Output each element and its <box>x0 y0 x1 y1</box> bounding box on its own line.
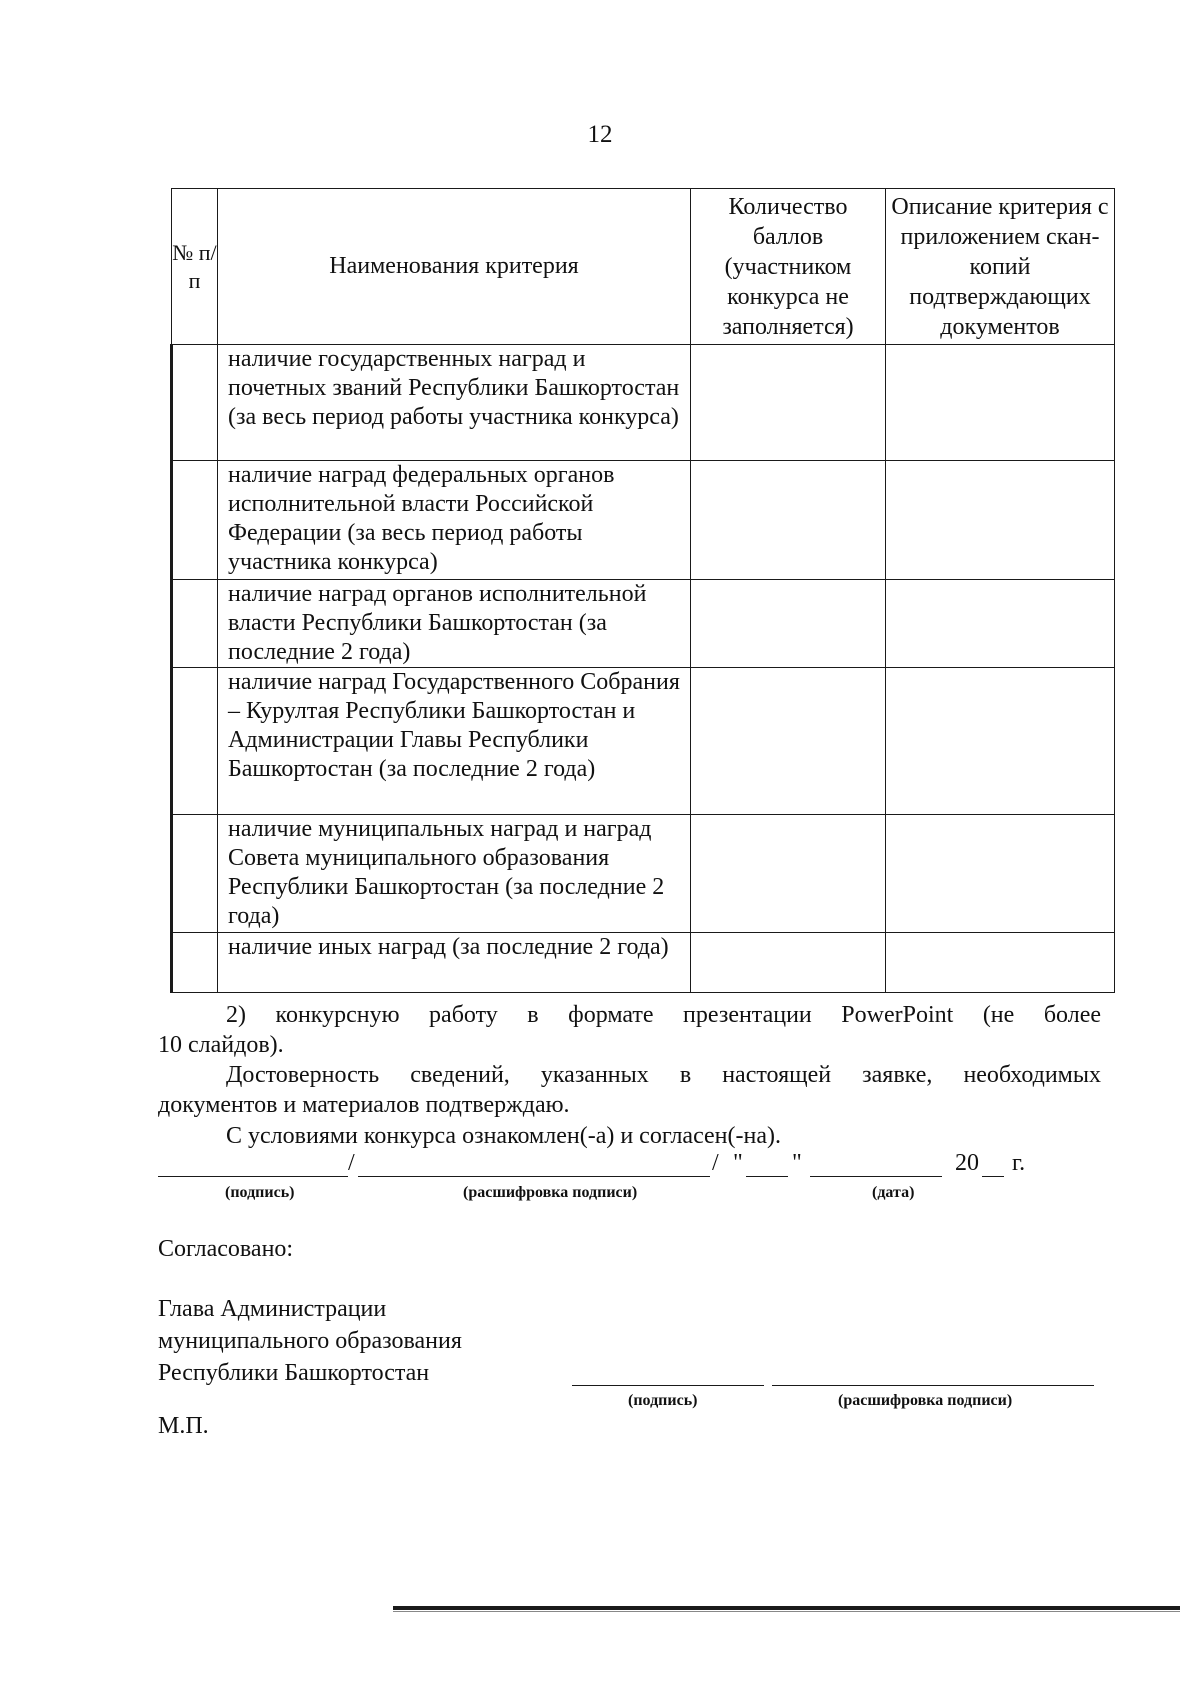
slash-separator: / <box>712 1150 719 1176</box>
row-description-cell[interactable] <box>886 815 1115 933</box>
row-points-cell[interactable] <box>691 668 886 815</box>
row-criterion-name: наличие муниципальных наград и наград Совета муниципального образования Республики Башкортостан (за последние 2 года) <box>218 815 691 933</box>
head-title-line-3: Республики Башкортостан <box>158 1360 430 1386</box>
row-number <box>172 580 218 668</box>
row-points-cell[interactable] <box>691 933 886 993</box>
table-row <box>172 580 1115 668</box>
table-row <box>172 815 1115 933</box>
row-description-cell[interactable] <box>886 461 1115 580</box>
bottom-rule <box>393 1606 1180 1610</box>
row-number <box>172 933 218 993</box>
row-criterion-name: наличие наград федеральных органов исполнительной власти Российской Федерации (за весь период работы участника конкурса) <box>218 461 691 580</box>
confirm-line-2: документов и материалов подтверждаю. <box>158 1092 570 1118</box>
head-title-line-2: муниципального образования <box>158 1328 462 1354</box>
agreed-label: Согласовано: <box>158 1236 294 1262</box>
table-row <box>172 461 1115 580</box>
table-row <box>172 345 1115 461</box>
header-number: № п/п <box>172 189 218 345</box>
head-signature-line[interactable] <box>572 1385 764 1386</box>
head-title-line-1: Глава Администрации <box>158 1296 387 1322</box>
page-number: 12 <box>587 121 613 148</box>
row-points-cell[interactable] <box>691 815 886 933</box>
table-row <box>172 668 1115 815</box>
day-line[interactable] <box>746 1176 788 1177</box>
row-number <box>172 815 218 933</box>
agree-line: С условиями конкурса ознакомлен(-а) и согласен(-на). <box>226 1123 781 1149</box>
row-description-cell[interactable] <box>886 668 1115 815</box>
row-criterion-name: наличие государственных наград и почетных званий Республики Башкортостан (за весь период работы участника конкурса) <box>218 345 691 461</box>
row-number <box>172 461 218 580</box>
confirm-line-1: Достоверность сведений, указанных в настоящей заявке, необходимых <box>226 1062 1101 1088</box>
header-criterion-name: Наименования критерия <box>218 189 691 345</box>
head-decoding-line[interactable] <box>772 1385 1094 1386</box>
table-header-row <box>172 189 1115 345</box>
caption-signature: (подпись) <box>225 1184 295 1201</box>
signature-line[interactable] <box>158 1176 348 1177</box>
table-row <box>172 933 1115 993</box>
quote-close: " <box>792 1150 802 1176</box>
row-criterion-name: наличие наград Государственного Собрания – Курултая Республики Башкортостан и Администрации Главы Республики Башкортостан (за последние 2 года) <box>218 668 691 815</box>
year-line[interactable] <box>982 1176 1004 1177</box>
slash-separator: / <box>348 1150 355 1176</box>
month-line[interactable] <box>810 1176 942 1177</box>
row-description-cell[interactable] <box>886 580 1115 668</box>
caption-date: (дата) <box>872 1184 915 1201</box>
item-2-line-2: 10 слайдов). <box>158 1032 284 1058</box>
year-prefix: 20 <box>955 1150 979 1176</box>
header-description: Описание критерия с приложением скан-копий подтверждающих документов <box>886 189 1115 345</box>
item-2-line-1: 2) конкурсную работу в формате презентации PowerPoint (не более <box>226 1002 1101 1028</box>
caption-head-signature: (подпись) <box>628 1392 698 1409</box>
row-points-cell[interactable] <box>691 461 886 580</box>
criteria-table <box>170 188 1115 993</box>
row-criterion-name: наличие наград органов исполнительной власти Республики Башкортостан (за последние 2 года) <box>218 580 691 668</box>
caption-head-decoding: (расшифровка подписи) <box>838 1392 1013 1409</box>
row-number <box>172 668 218 815</box>
signature-decoding-line[interactable] <box>358 1176 710 1177</box>
row-description-cell[interactable] <box>886 933 1115 993</box>
row-points-cell[interactable] <box>691 345 886 461</box>
header-points: Количество баллов (участником конкурса не заполняется) <box>691 189 886 345</box>
row-number <box>172 345 218 461</box>
bottom-rule-shadow <box>393 1611 1180 1612</box>
row-description-cell[interactable] <box>886 345 1115 461</box>
row-criterion-name: наличие иных наград (за последние 2 года) <box>218 933 691 993</box>
row-points-cell[interactable] <box>691 580 886 668</box>
year-suffix: г. <box>1012 1150 1026 1176</box>
seal-label: М.П. <box>158 1413 209 1439</box>
caption-decoding: (расшифровка подписи) <box>463 1184 638 1201</box>
quote-open: " <box>733 1150 743 1176</box>
